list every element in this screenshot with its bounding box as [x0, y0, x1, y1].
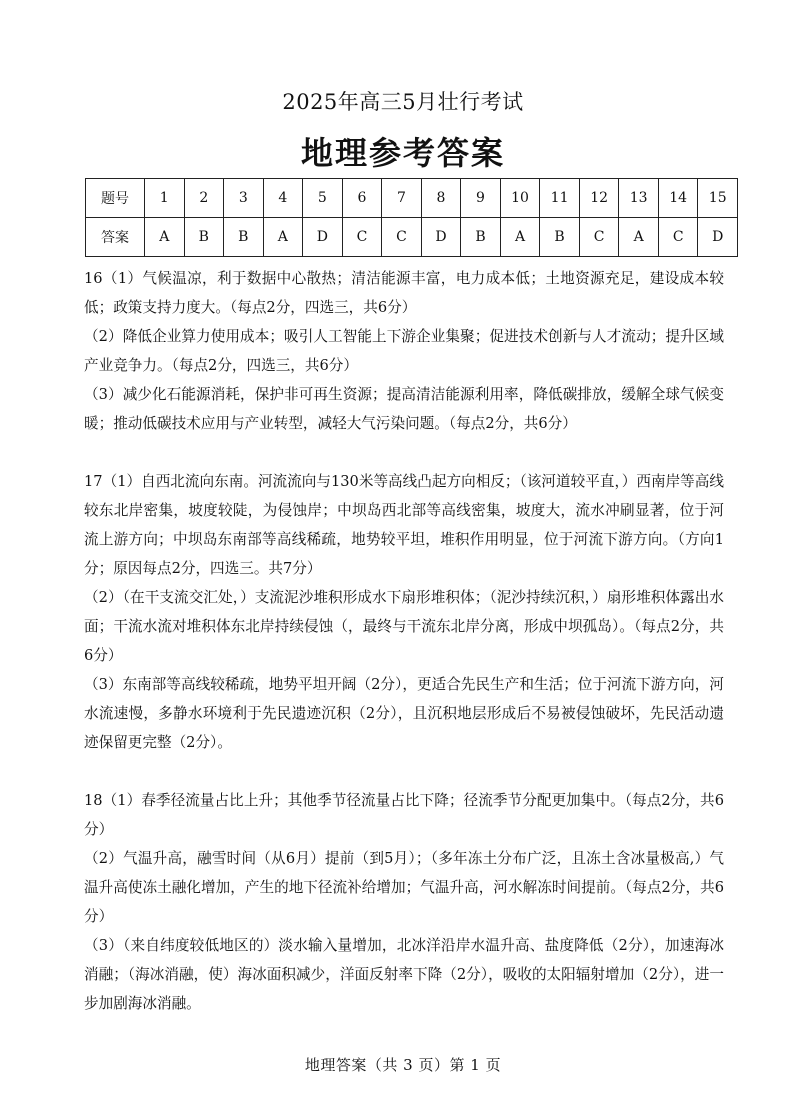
page-title: 地理参考答案 [300, 134, 505, 172]
question-number-cell: 3 [224, 179, 264, 218]
row-label-answer: 答案 [86, 218, 145, 257]
answer-cell: C [658, 218, 698, 257]
answer-cell: B [224, 218, 264, 257]
question-number-cell: 15 [698, 179, 738, 218]
question-number-cell: 10 [500, 179, 540, 218]
question-number-cell: 12 [579, 179, 619, 218]
question-number-cell: 7 [382, 179, 422, 218]
answer-cell: B [461, 218, 501, 257]
q16-part1: 16（1）气候温凉，利于数据中心散热；清洁能源丰富，电力成本低；土地资源充足，建设成本较低；政策支持力度大。（每点2分，四选三，共6分） [84, 270, 724, 316]
question-number-cell: 11 [540, 179, 580, 218]
answer-cell: D [303, 218, 343, 257]
answer-explanations [84, 264, 724, 1018]
q17-part2: （2）（在干支流交汇处，）支流泥沙堆积形成水下扇形堆积体；（泥沙持续沉积，）扇形堆积体露出水面；干流水流对堆积体东北岸持续侵蚀（，最终与干流东北岸分离，形成中坝孤岛）。（每点2分，共6分） [84, 589, 724, 664]
answer-cell: A [145, 218, 185, 257]
question-number-cell: 1 [145, 179, 185, 218]
answer-cell: D [421, 218, 461, 257]
page-footer: 地理答案（共 3 页）第 1 页 [304, 1056, 502, 1074]
answer-cell: C [579, 218, 619, 257]
answer-cell: A [500, 218, 540, 257]
q17-part3: （3）东南部等高线较稀疏，地势平坦开阔（2分），更适合先民生产和生活；位于河流下游方向，河水流速慢，多静水环境利于先民遗迹沉积（2分），且沉积地层形成后不易被侵蚀破坏，先民活动遗迹保留更完整（2分）。 [84, 676, 724, 751]
row-label-question-number: 题号 [86, 179, 145, 218]
question-number-cell: 5 [303, 179, 343, 218]
question-number-cell: 9 [461, 179, 501, 218]
question-number-cell: 14 [658, 179, 698, 218]
q18-part3: （3）（来自纬度较低地区的）淡水输入量增加，北冰洋沿岸水温升高、盐度降低（2分），加速海冰消融；（海冰消融，使）海冰面积减少，洋面反射率下降（2分），吸收的太阳辐射增加（2分），进一步加剧海冰消融。 [84, 937, 724, 1012]
q16-part2: （2）降低企业算力使用成本；吸引人工智能上下游企业集聚；促进技术创新与人才流动；提升区域产业竞争力。（每点2分，四选三，共6分） [84, 328, 724, 374]
answer-cell: C [382, 218, 422, 257]
answer-row [86, 218, 738, 257]
question-number-cell: 4 [263, 179, 303, 218]
answer-table [85, 178, 738, 257]
answer-cell: B [184, 218, 224, 257]
answer-cell: B [540, 218, 580, 257]
answer-cell: A [619, 218, 659, 257]
section-gap [84, 438, 724, 467]
answer-cell: A [263, 218, 303, 257]
question-number-cell: 2 [184, 179, 224, 218]
question-number-cell: 6 [342, 179, 382, 218]
answer-cell: C [342, 218, 382, 257]
exam-subtitle: 2025年高三5月壮行考试 [282, 90, 524, 114]
q18-part2: （2）气温升高，融雪时间（从6月）提前（到5月）；（多年冻土分布广泛，且冻土含冰量极高,）气温升高使冻土融化增加，产生的地下径流补给增加；气温升高，河水解冻时间提前。（每点2分，共6分） [84, 850, 724, 925]
answer-cell: D [698, 218, 738, 257]
q17-part1: 17（1）自西北流向东南。河流流向与130米等高线凸起方向相反；（该河道较平直，）西南岸等高线较东北岸密集，坡度较陡，为侵蚀岸；中坝岛西北部等高线密集，坡度大，流水冲刷显著，位于河流上游方向；中坝岛东南部等高线稀疏，地势较平坦，堆积作用明显，位于河流下游方向。（方向1分；原因每点2分，四选三。共7分） [84, 473, 724, 577]
question-number-cell: 13 [619, 179, 659, 218]
question-number-row [86, 179, 738, 218]
section-gap [84, 757, 724, 786]
q16-part3: （3）减少化石能源消耗，保护非可再生资源；提高清洁能源利用率，降低碳排放，缓解全球气候变暖；推动低碳技术应用与产业转型，减轻大气污染问题。（每点2分，共6分） [84, 386, 724, 432]
q18-part1: 18（1）春季径流量占比上升；其他季节径流量占比下降；径流季节分配更加集中。（每点2分，共6分） [84, 792, 724, 838]
question-number-cell: 8 [421, 179, 461, 218]
